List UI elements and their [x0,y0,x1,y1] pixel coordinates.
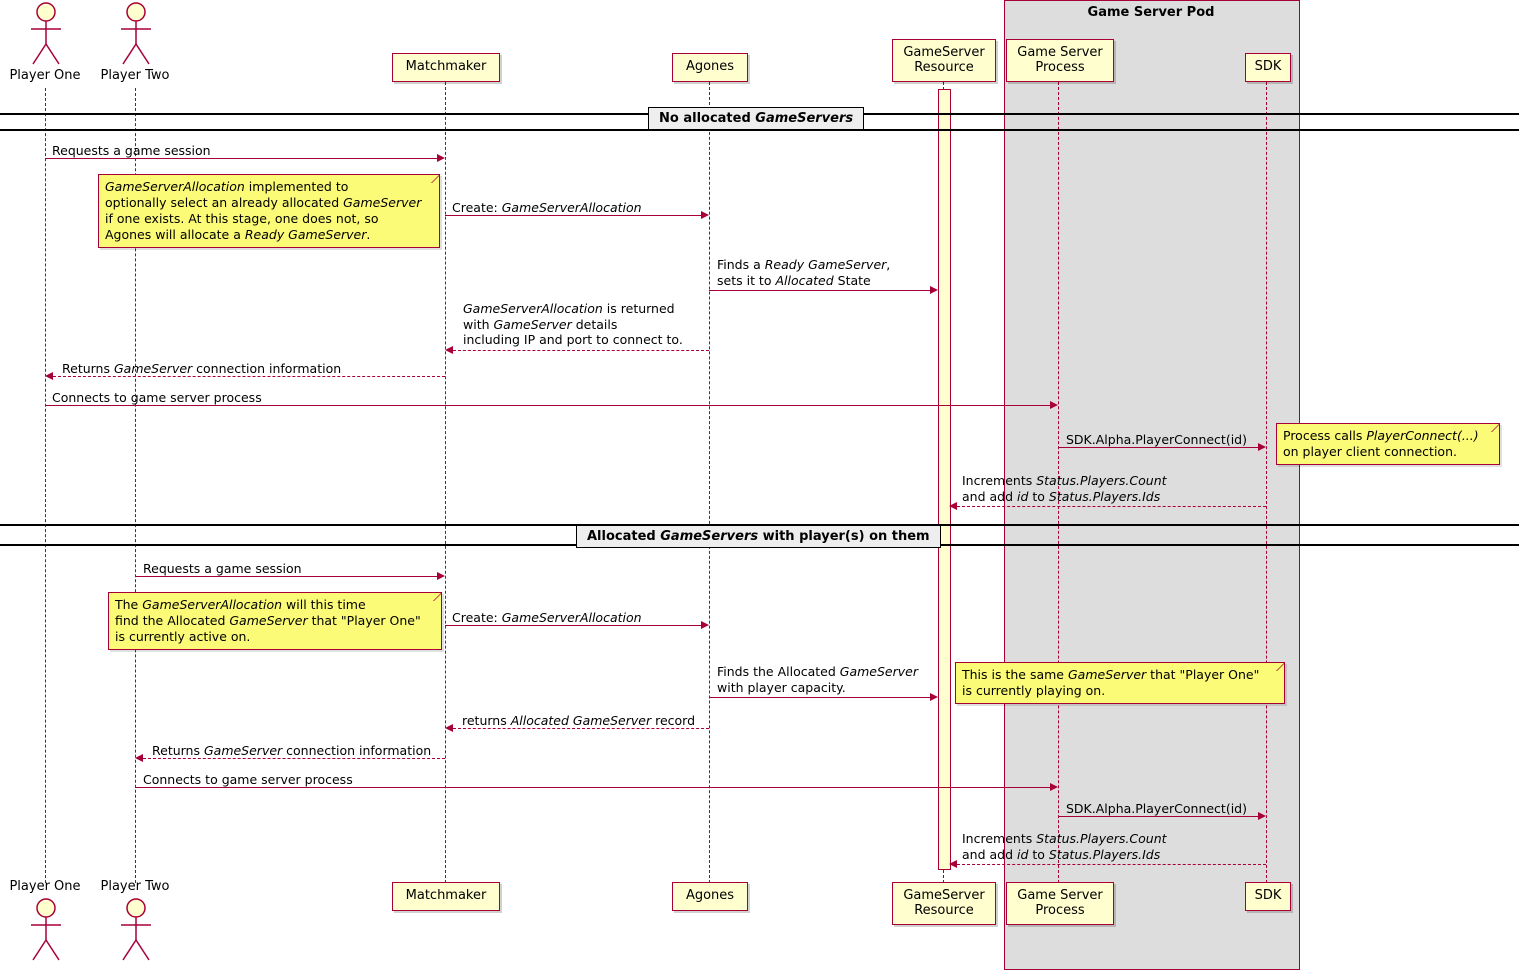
actor-player-two-bottom-figure [115,898,157,964]
participant-sdk-bottom[interactable] [1245,882,1291,911]
message-1-label: Requests a game session [52,143,211,158]
message-1-arrowhead [437,154,445,162]
message-6-label: Connects to game server process [52,390,262,405]
note-3 [108,592,442,650]
message-14-arrowhead [1050,783,1058,791]
message-12-line [453,728,709,729]
message-4-label [463,301,683,348]
message-13-line [143,758,445,759]
message-8-line-1: Increments Status.Players.Count [962,473,1167,488]
message-16-arrowhead [949,860,957,868]
note-1-line-4: Agones will allocate a Ready GameServer. [105,227,371,242]
message-2-line [445,215,701,216]
participant-matchmaker-label: Matchmaker [405,59,487,75]
note-4-line-2: is currently playing on. [962,683,1106,698]
divider-2 [576,525,941,548]
participant-gameserver-resource-label-line2: Resource [914,59,974,75]
lifeline-matchmaker [445,82,446,883]
participant-game-server-process-top[interactable] [1006,39,1114,82]
note-1-line-2: optionally select an already allocated GameServer [105,195,422,210]
divider-1-pre: No allocated [659,111,756,126]
message-10-arrowhead [701,621,709,629]
message-10-label: Create: GameServerAllocation [452,610,642,625]
note-3-line-1: The GameServerAllocation will this time [115,597,366,612]
message-5-line [53,376,445,377]
participant-game-server-process-label-line1: Game Server [1017,44,1103,60]
message-9-arrowhead [437,572,445,580]
message-3-line-2: sets it to Allocated State [717,272,871,288]
message-15-arrowhead [1258,812,1266,820]
note-1-line-1: GameServerAllocation implemented to [105,179,349,194]
participant-gameserver-resource-label-line2-bottom: Resource [914,902,974,918]
participant-matchmaker-label-bottom: Matchmaker [405,888,487,904]
message-10-line [445,625,701,626]
participant-game-server-process-label-line1-bottom: Game Server [1017,887,1103,903]
participant-agones-label-bottom: Agones [685,888,735,904]
message-11-label [717,664,918,695]
message-2-label: Create: GameServerAllocation [452,200,642,215]
message-2-arrowhead [701,211,709,219]
group-game-server-pod-title: Game Server Pod [1087,5,1215,20]
participant-gameserver-resource-bottom[interactable] [892,882,996,925]
actor-player-one-bottom-label: Player One [9,879,81,894]
message-8-line [957,506,1266,507]
message-3-line [709,290,931,291]
message-4-line-2: with GameServer details [463,316,618,332]
note-3-line-2: find the Allocated GameServer that "Player One" [115,613,421,628]
note-2 [1276,423,1500,465]
activation-gameserver-resource [938,89,951,870]
participant-matchmaker-top[interactable] [392,53,500,82]
message-15-label: SDK.Alpha.PlayerConnect(id) [1066,801,1247,816]
message-7-line [1058,447,1258,448]
divider-1-em: GameServers [755,111,854,126]
message-9-line [135,576,437,577]
participant-agones-bottom[interactable] [672,882,748,911]
message-4-line-1: GameServerAllocation is returned [463,301,675,316]
message-3-arrowhead [930,286,938,294]
lifeline-agones [709,82,710,883]
message-12-label: returns Allocated GameServer record [462,713,696,728]
participant-game-server-process-bottom[interactable] [1006,882,1114,925]
participant-sdk-label-bottom: SDK [1254,888,1282,904]
divider-2-em: GameServers [660,529,759,544]
participant-game-server-process-label-line2-bottom: Process [1035,902,1085,918]
message-8-label [962,473,1167,504]
participant-matchmaker-bottom[interactable] [392,882,500,911]
message-11-arrowhead [930,693,938,701]
participant-sdk-top[interactable] [1245,53,1291,82]
participant-game-server-process-label-line2: Process [1035,59,1085,75]
message-13-arrowhead [135,754,143,762]
message-14-label: Connects to game server process [143,772,353,787]
message-1-line [45,158,437,159]
message-4-line [453,350,709,351]
message-7-arrowhead [1258,443,1266,451]
message-5-arrowhead [45,372,53,380]
actor-player-two-top-figure [115,2,157,68]
message-16-label [962,831,1167,862]
divider-1 [648,107,864,130]
note-1-line-3: if one exists. At this stage, one does not, so [105,211,379,226]
actor-player-two-top-label: Player Two [100,68,170,83]
message-6-line [45,405,1050,406]
message-11-line-1: Finds the Allocated GameServer [717,664,918,679]
divider-2-post: with player(s) on them [758,529,930,544]
message-12-arrowhead [445,724,453,732]
message-11-line-2: with player capacity. [717,679,846,695]
note-2-line-2: on player client connection. [1283,444,1457,459]
message-15-line [1058,816,1258,817]
divider-2-pre: Allocated [587,529,661,544]
note-2-line-1: Process calls PlayerConnect(...) [1283,428,1479,443]
lifeline-sdk [1266,82,1267,883]
message-3-label [717,257,890,288]
message-8-line-2: and add id to Status.Players.Ids [962,488,1161,504]
message-16-line-2: and add id to Status.Players.Ids [962,846,1161,862]
message-6-arrowhead [1050,401,1058,409]
note-4 [955,662,1285,704]
note-1 [98,174,440,248]
participant-agones-label: Agones [685,59,735,75]
message-8-arrowhead [949,502,957,510]
message-16-line-1: Increments Status.Players.Count [962,831,1167,846]
actor-player-one-top-label: Player One [9,68,81,83]
message-9-label: Requests a game session [143,561,302,576]
actor-player-one-bottom-figure [25,898,67,964]
note-4-line-1: This is the same GameServer that "Player One" [962,667,1260,682]
message-14-line [135,787,1050,788]
actor-player-two-bottom-label: Player Two [100,879,170,894]
message-11-line [709,697,931,698]
lifeline-player-one [45,88,46,883]
message-3-line-1: Finds a Ready GameServer, [717,257,891,272]
message-13-label: Returns GameServer connection information [152,743,432,758]
message-5-label: Returns GameServer connection information [62,361,342,376]
message-4-arrowhead [445,346,453,354]
participant-sdk-label: SDK [1254,59,1282,75]
message-16-line [957,864,1266,865]
participant-gameserver-resource-label-line1-bottom: GameServer [903,887,985,903]
participant-gameserver-resource-top[interactable] [892,39,996,82]
message-7-label: SDK.Alpha.PlayerConnect(id) [1066,432,1247,447]
participant-gameserver-resource-label-line1: GameServer [903,44,985,60]
participant-agones-top[interactable] [672,53,748,82]
message-4-line-3: including IP and port to connect to. [463,332,683,348]
note-3-line-3: is currently active on. [115,629,251,644]
actor-player-one-top-figure [25,2,67,68]
